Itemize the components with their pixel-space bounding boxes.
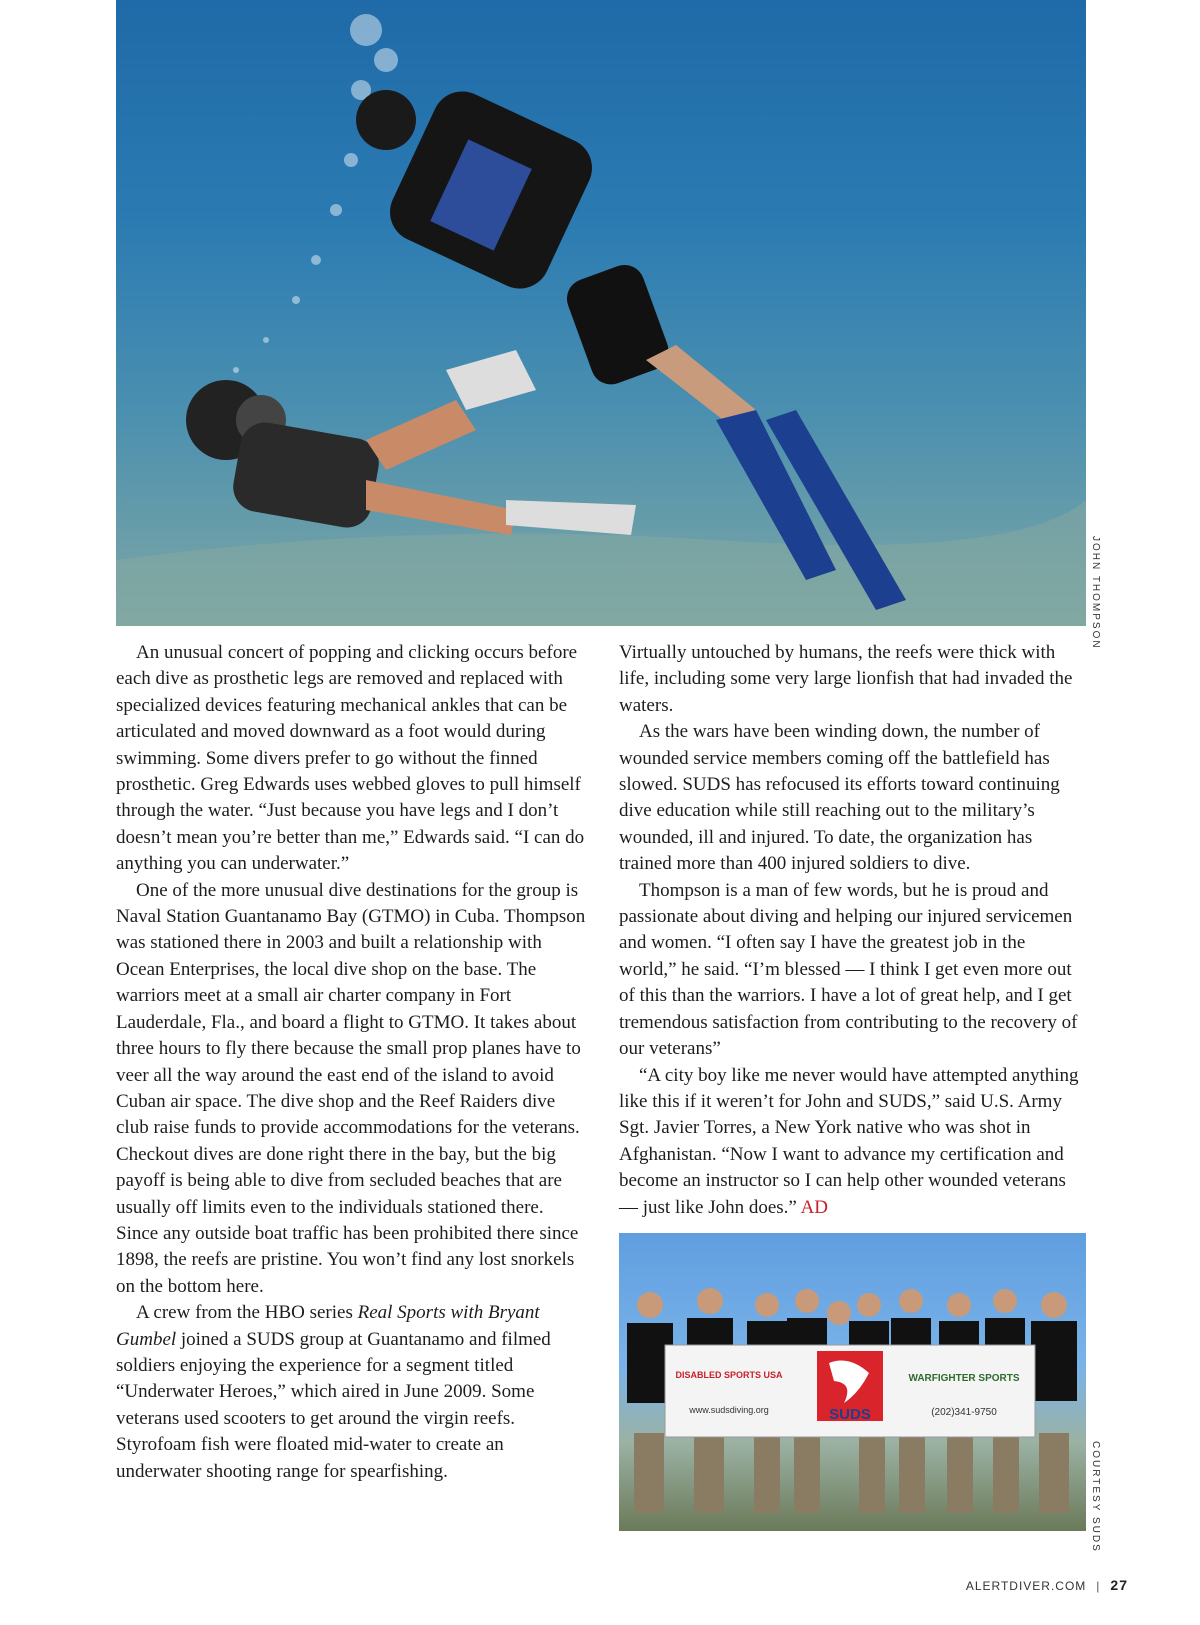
text-run: joined a SUDS group at Guantanamo and filmed soldiers enjoying the experience for a segment titled “Underwater Heroes,” which aired in June 2009. Some veterans used scooters to get around the virgin reefs. Styrofoam fish were floated mid-water to create an underwater shooting range for spearfishing. (116, 1328, 551, 1482)
legs (634, 1433, 1069, 1513)
paragraph (619, 1063, 1085, 1221)
photo-credit-bottom: COURTESY SUDS (1090, 1441, 1101, 1553)
banner-website: www.sudsdiving.org (689, 1405, 769, 1415)
end-mark: AD (800, 1196, 829, 1218)
hero-photo-divers (116, 0, 1086, 626)
banner-disabled-sports-logo: DISABLED SPORTS USA (675, 1370, 783, 1380)
divers-illustration (116, 0, 1086, 626)
paragraph: Virtually untouched by humans, the reefs were thick with life, including some very large lionfish that had invaded the waters. (619, 642, 1073, 716)
article-column-right (619, 640, 1085, 1221)
photo-credit-top: JOHN THOMPSON (1090, 536, 1101, 650)
paragraph: Thompson is a man of few words, but he is proud and passionate about diving and helping our injured servicemen and women. “I often say I have the greatest job in the world,” he said. “I’m blessed — I think I get even more out of this than the warriors. I have a lot of great help, and I get tremendous satisfaction from contributing to the recovery of our veterans” (619, 879, 1078, 1060)
banner-suds-logo: SUDS (829, 1406, 871, 1423)
page-footer (966, 1577, 1128, 1593)
paragraph (116, 1300, 586, 1485)
banner-warfighter-logo: WARFIGHTER SPORTS (908, 1373, 1020, 1384)
page-number: 27 (1110, 1577, 1128, 1593)
text-run: A crew from the HBO series (136, 1302, 358, 1324)
site-name: ALERTDIVER.COM (965, 1579, 1087, 1593)
paragraph: An unusual concert of popping and clicking occurs before each dive as prosthetic legs are removed and replaced with specialized devices featuring mechanical ankles that can be articulated and moved downward as a foot would during swimming. Some divers prefer to go without the finned prosthetic. Greg Edwards uses webbed gloves to pull himself through the water. “Just because you have legs and I don’t doesn’t mean you’re better than me,” Edwards said. “I can do anything you can underwater.” (116, 642, 585, 875)
group-illustration (619, 1233, 1086, 1531)
bubble-trail (214, 14, 398, 387)
article-column-left (116, 640, 586, 1485)
diver-camera (186, 350, 636, 535)
paragraph: As the wars have been winding down, the number of wounded service members coming off the battlefield has slowed. SUDS has refocused its efforts toward continuing dive education while still reaching out to the military’s wounded, ill and injured. To date, the organization has trained more than 400 injured soldiers to dive. (619, 721, 1060, 875)
footer-separator: | (1096, 1579, 1101, 1593)
text-run: “A city boy like me never would have attempted anything like this if it weren’t for John and SUDS,” said U.S. Army Sgt. Javier Torres, a New York native who was shot in Afghanistan. “Now I want to advance my certification and become an instructor so I can help other wounded veterans — just like John does.” (619, 1064, 1079, 1218)
paragraph: One of the more unusual dive destinations for the group is Naval Station Guantanamo Bay (GTMO) in Cuba. Thompson was stationed there in 2003 and built a relationship with Ocean Enterprises, the local dive shop on the base. The warriors meet at a small air charter company in Fort Lauderdale, Fla., and board a flight to GTMO. It takes about three hours to fly there because the small prop planes have to veer all the way around the east end of the island to avoid Cuban air space. The dive shop and the Reef Raiders dive club raise funds to provide accommodations for the veterans. Checkout dives are done right there in the bay, but the big payoff is being able to dive from secluded beaches that are usually off limits even to the individuals stationed there. Since any outside boat traffic has been prohibited there since 1898, the reefs are pristine. You won’t find any lost snorkels on the bottom here. (116, 879, 586, 1297)
banner-phone: (202)341-9750 (931, 1407, 997, 1418)
group-photo-suds (619, 1233, 1086, 1531)
show-title: Real Sports with Bryant Gumbel (116, 1302, 540, 1350)
